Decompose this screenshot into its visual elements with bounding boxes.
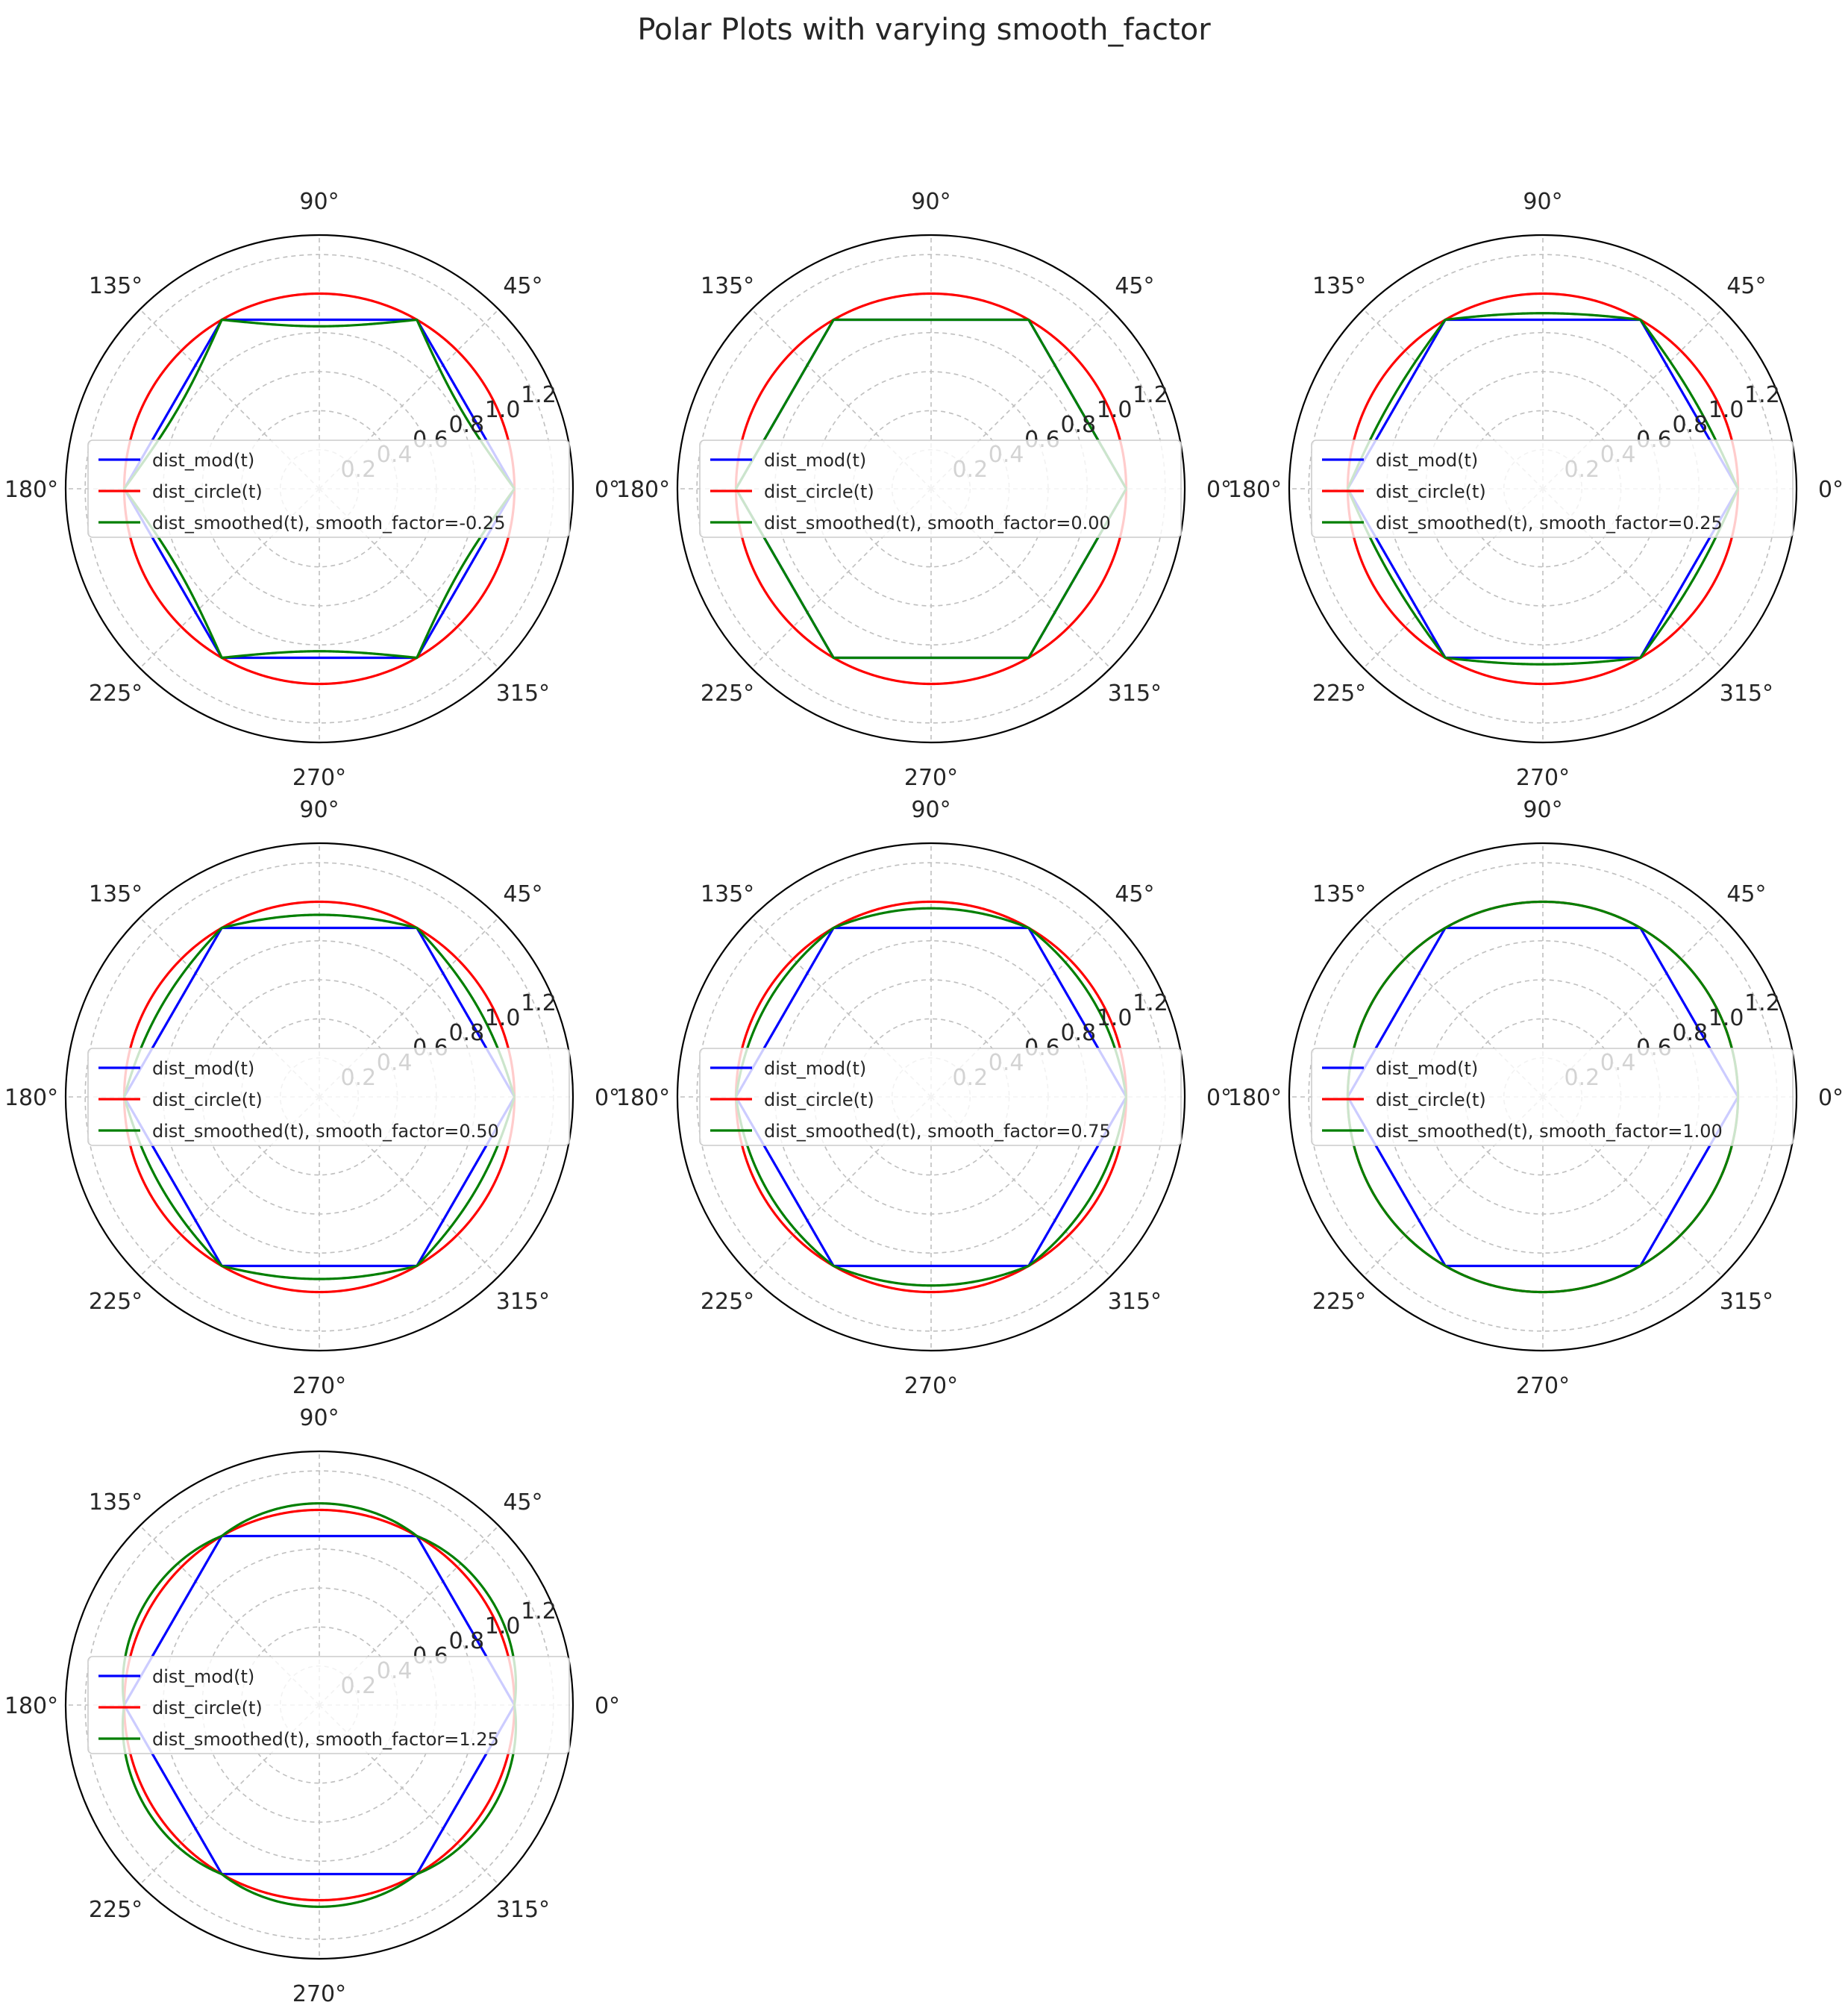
- angle-tick-label: 180°: [4, 477, 59, 503]
- angle-tick-label: 90°: [1523, 189, 1563, 215]
- angle-tick-label: 270°: [1515, 1373, 1570, 1399]
- angle-tick-label: 135°: [88, 273, 143, 300]
- angle-tick-label: 270°: [1515, 765, 1570, 791]
- legend: [700, 440, 1181, 537]
- legend-label: dist_mod(t): [152, 1058, 255, 1079]
- legend-label: dist_smoothed(t), smooth_factor=1.25: [152, 1729, 499, 1750]
- angle-tick-label: 180°: [616, 1085, 671, 1111]
- angle-tick-label: 315°: [495, 680, 551, 707]
- angle-tick-label: 90°: [911, 797, 951, 823]
- angle-tick-label: 315°: [1107, 1288, 1162, 1315]
- angle-tick-label: 225°: [700, 1288, 755, 1315]
- polar-subplot-6: [1228, 797, 1844, 1399]
- angle-tick-label: 0°: [1206, 1085, 1232, 1111]
- angle-tick-label: 45°: [503, 273, 543, 300]
- angle-tick-label: 225°: [1312, 1288, 1367, 1315]
- polar-subplot-3: [1228, 189, 1844, 791]
- legend-label: dist_circle(t): [152, 1089, 263, 1110]
- angle-tick-label: 180°: [1227, 1085, 1282, 1111]
- angle-tick-label: 315°: [1719, 1288, 1774, 1315]
- legend-label: dist_mod(t): [764, 450, 867, 471]
- angle-tick-label: 135°: [88, 881, 143, 908]
- radial-tick-label: 0.8: [448, 411, 485, 438]
- legend-label: dist_circle(t): [1376, 1089, 1486, 1110]
- angle-tick-label: 225°: [88, 1288, 143, 1315]
- angle-tick-label: 315°: [495, 1896, 551, 1923]
- angle-tick-label: 0°: [594, 477, 621, 503]
- radial-tick-label: 1.0: [484, 1004, 521, 1031]
- angle-tick-label: 270°: [292, 765, 347, 791]
- radial-tick-label: 1.0: [484, 396, 521, 423]
- legend: [88, 1657, 569, 1754]
- legend-label: dist_mod(t): [152, 1666, 255, 1687]
- angle-tick-label: 270°: [903, 765, 959, 791]
- angle-tick-label: 135°: [700, 881, 755, 908]
- angle-tick-label: 135°: [700, 273, 755, 300]
- angle-tick-label: 0°: [594, 1085, 621, 1111]
- polar-subplot-2: [616, 189, 1232, 791]
- figure-title: Polar Plots with varying smooth_factor: [637, 13, 1211, 47]
- angle-tick-label: 225°: [700, 680, 755, 707]
- radial-tick-label: 0.8: [1060, 1019, 1097, 1046]
- legend-label: dist_smoothed(t), smooth_factor=0.00: [764, 513, 1111, 534]
- legend-label: dist_mod(t): [1376, 450, 1479, 471]
- angle-tick-label: 180°: [1227, 477, 1282, 503]
- radial-tick-label: 1.2: [521, 1598, 557, 1624]
- angle-tick-label: 135°: [1312, 881, 1367, 908]
- angle-tick-label: 270°: [292, 1981, 347, 2007]
- angle-tick-label: 315°: [1719, 680, 1774, 707]
- legend-label: dist_smoothed(t), smooth_factor=1.00: [1376, 1121, 1723, 1142]
- legend-label: dist_circle(t): [764, 481, 874, 502]
- polar-subplot-4: [4, 797, 620, 1399]
- radial-tick-label: 0.8: [1672, 1019, 1708, 1046]
- legend-label: dist_smoothed(t), smooth_factor=0.50: [152, 1121, 499, 1142]
- angle-tick-label: 315°: [495, 1288, 551, 1315]
- legend-label: dist_circle(t): [764, 1089, 874, 1110]
- radial-tick-label: 0.8: [1672, 411, 1708, 438]
- radial-tick-label: 1.0: [1096, 1004, 1133, 1031]
- legend: [88, 1048, 569, 1145]
- legend-label: dist_smoothed(t), smooth_factor=-0.25: [152, 513, 506, 534]
- angle-tick-label: 45°: [1115, 881, 1155, 908]
- legend: [88, 440, 569, 537]
- radial-tick-label: 1.2: [1133, 381, 1168, 408]
- angle-tick-label: 180°: [4, 1085, 59, 1111]
- radial-tick-label: 1.2: [1744, 381, 1780, 408]
- angle-tick-label: 315°: [1107, 680, 1162, 707]
- angle-tick-label: 270°: [292, 1373, 347, 1399]
- angle-tick-label: 45°: [1726, 273, 1767, 300]
- legend-label: dist_smoothed(t), smooth_factor=0.25: [1376, 513, 1723, 534]
- radial-tick-label: 0.8: [1060, 411, 1097, 438]
- legend-label: dist_mod(t): [152, 450, 255, 471]
- angle-tick-label: 225°: [88, 1896, 143, 1923]
- angle-tick-label: 0°: [1206, 477, 1232, 503]
- angle-tick-label: 0°: [594, 1693, 621, 1719]
- radial-tick-label: 1.0: [484, 1613, 521, 1639]
- angle-tick-label: 90°: [299, 797, 339, 823]
- angle-tick-label: 45°: [503, 1489, 543, 1516]
- angle-tick-label: 90°: [299, 1405, 339, 1431]
- legend: [700, 1048, 1181, 1145]
- angle-tick-label: 45°: [503, 881, 543, 908]
- radial-tick-label: 1.0: [1096, 396, 1133, 423]
- radial-tick-label: 1.2: [1133, 989, 1168, 1016]
- legend-label: dist_circle(t): [1376, 481, 1486, 502]
- angle-tick-label: 180°: [616, 477, 671, 503]
- angle-tick-label: 180°: [4, 1693, 59, 1719]
- legend: [1312, 1048, 1793, 1145]
- radial-tick-label: 1.0: [1708, 1004, 1744, 1031]
- legend: [1312, 440, 1793, 537]
- legend-label: dist_circle(t): [152, 481, 263, 502]
- angle-tick-label: 0°: [1817, 1085, 1844, 1111]
- angle-tick-label: 135°: [88, 1489, 143, 1516]
- legend-label: dist_mod(t): [764, 1058, 867, 1079]
- radial-tick-label: 0.8: [448, 1627, 485, 1654]
- radial-tick-label: 1.2: [1744, 989, 1780, 1016]
- legend-label: dist_mod(t): [1376, 1058, 1479, 1079]
- angle-tick-label: 45°: [1726, 881, 1767, 908]
- angle-tick-label: 135°: [1312, 273, 1367, 300]
- polar-subplot-1: [4, 189, 620, 791]
- radial-tick-label: 1.2: [521, 381, 557, 408]
- radial-tick-label: 1.0: [1708, 396, 1744, 423]
- radial-tick-label: 0.8: [448, 1019, 485, 1046]
- radial-tick-label: 1.2: [521, 989, 557, 1016]
- angle-tick-label: 90°: [1523, 797, 1563, 823]
- angle-tick-label: 90°: [911, 189, 951, 215]
- angle-tick-label: 270°: [903, 1373, 959, 1399]
- angle-tick-label: 90°: [299, 189, 339, 215]
- angle-tick-label: 45°: [1115, 273, 1155, 300]
- legend-label: dist_circle(t): [152, 1698, 263, 1718]
- angle-tick-label: 225°: [88, 680, 143, 707]
- angle-tick-label: 0°: [1817, 477, 1844, 503]
- polar-subplot-5: [616, 797, 1232, 1399]
- polar-subplot-7: [4, 1405, 620, 2007]
- legend-label: dist_smoothed(t), smooth_factor=0.75: [764, 1121, 1111, 1142]
- angle-tick-label: 225°: [1312, 680, 1367, 707]
